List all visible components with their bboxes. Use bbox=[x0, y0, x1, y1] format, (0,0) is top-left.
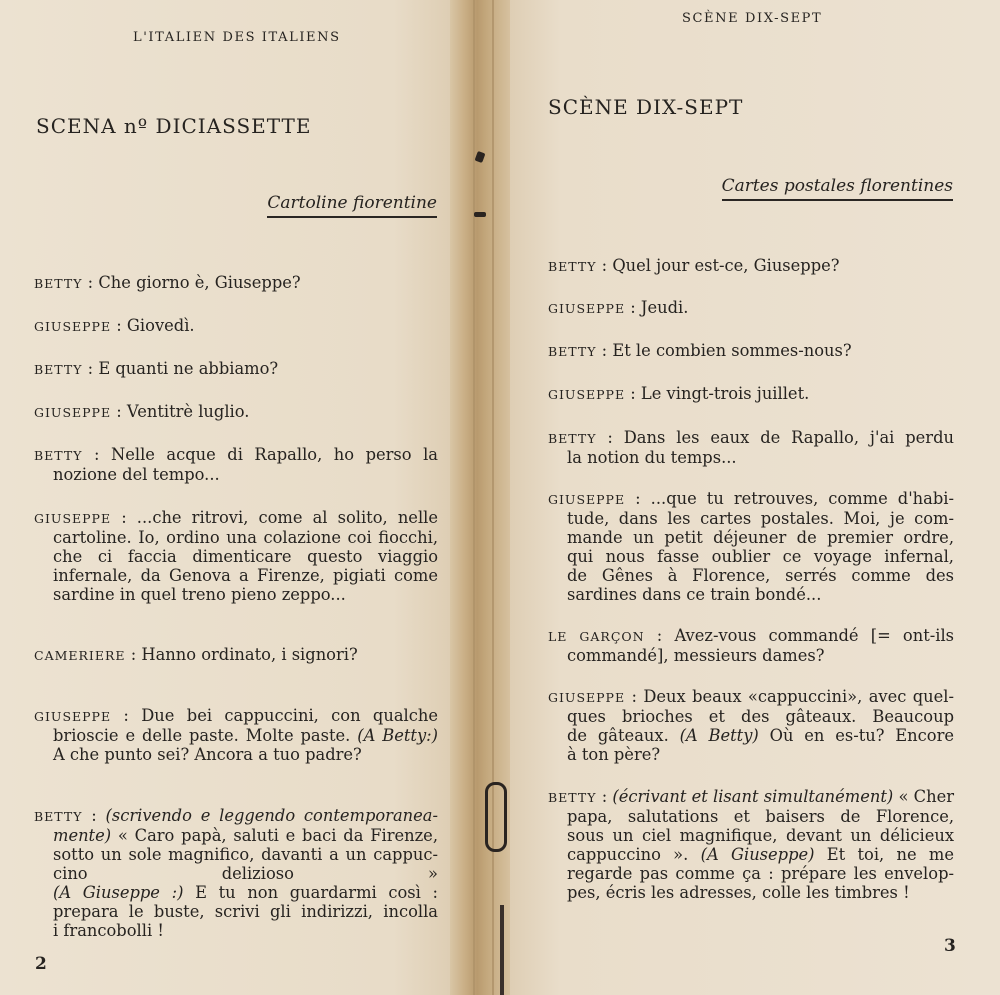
line-text: : Ventitrè luglio. bbox=[111, 402, 250, 421]
line-text: : Quel jour est-ce, Giuseppe? bbox=[596, 256, 840, 275]
speech-turn bbox=[34, 645, 438, 665]
speaker-name: BETTY bbox=[34, 809, 83, 824]
line-text: « Cher bbox=[893, 787, 954, 806]
line-text: infernale, da Genova a Firenze, pigiati come bbox=[53, 566, 438, 585]
line-text: : Le vingt-trois juillet. bbox=[625, 384, 810, 403]
line-text: la notion du temps... bbox=[567, 448, 737, 467]
speech-turn bbox=[34, 273, 438, 293]
text-line bbox=[34, 528, 438, 547]
text-line bbox=[34, 706, 438, 726]
text-line bbox=[548, 807, 954, 826]
text-line bbox=[34, 645, 438, 665]
line-text: sous un ciel magnifique, devant un délicieux bbox=[567, 826, 954, 845]
speaker-name: BETTY bbox=[34, 362, 83, 377]
line-text: brioscie e delle paste. Molte paste. bbox=[53, 726, 358, 745]
line-text: i francobolli ! bbox=[53, 921, 164, 940]
line-text: sotto un sole magnifico, davanti a un cappuc- bbox=[53, 845, 438, 864]
line-text: : Deux beaux «cappuccini», avec quel- bbox=[625, 687, 954, 706]
line-text: : E quanti ne abbiamo? bbox=[82, 359, 279, 378]
speaker-name: BETTY bbox=[548, 259, 597, 274]
text-line bbox=[548, 646, 954, 665]
line-text: mande un petit déjeuner de premier ordre, bbox=[567, 528, 954, 547]
text-line bbox=[548, 384, 954, 404]
speech-turn bbox=[548, 298, 954, 318]
binding-wire bbox=[500, 905, 504, 995]
speaker-name: BETTY bbox=[548, 344, 597, 359]
speaker-name: GIUSEPPE bbox=[34, 405, 112, 420]
binding-clip bbox=[485, 782, 507, 852]
line-text: cappuccino ». bbox=[567, 845, 701, 864]
line-text: : Due bei cappuccini, con qualche bbox=[111, 706, 438, 725]
line-text: papa, salutations et baisers de Florence, bbox=[567, 807, 954, 826]
text-line bbox=[548, 489, 954, 509]
text-line bbox=[548, 256, 954, 276]
speech-turn bbox=[548, 626, 954, 665]
left-scene-title: SCENA nº DICIASSETTE bbox=[36, 114, 312, 138]
line-text: : Nelle acque di Rapallo, ho perso la bbox=[82, 445, 438, 464]
speaker-name: BETTY bbox=[34, 448, 83, 463]
text-line bbox=[548, 687, 954, 707]
text-line bbox=[34, 826, 438, 845]
stage-direction: (écrivant et lisant simultanément) bbox=[612, 787, 894, 806]
line-text: cartoline. Io, ordino una colazione coi fiocchi, bbox=[53, 528, 438, 547]
text-line bbox=[34, 726, 438, 745]
speech-turn bbox=[34, 706, 438, 764]
line-text: : ...que tu retrouves, comme d'habi- bbox=[625, 489, 954, 508]
line-text: Et toi, ne me bbox=[814, 845, 954, 864]
line-text: : Avez-vous commandé [= ont-ils bbox=[644, 626, 955, 645]
text-line bbox=[548, 341, 954, 361]
text-line bbox=[34, 745, 438, 764]
line-text: de Gênes à Florence, serrés comme des bbox=[567, 566, 954, 585]
staple-mark bbox=[474, 212, 486, 217]
line-text: sardines dans ce train bondé... bbox=[567, 585, 822, 604]
text-line bbox=[34, 845, 438, 864]
text-line bbox=[548, 585, 954, 604]
line-text: Où en es-tu? Encore bbox=[758, 726, 954, 745]
text-line bbox=[548, 428, 954, 448]
text-line bbox=[548, 528, 954, 547]
text-line bbox=[34, 445, 438, 465]
text-line bbox=[34, 316, 438, 336]
text-line bbox=[34, 402, 438, 422]
line-text: ques brioches et des gâteaux. Beaucoup bbox=[567, 707, 954, 726]
line-text: che ci faccia dimenticare questo viaggio bbox=[53, 547, 438, 566]
text-line bbox=[548, 509, 954, 528]
speaker-name: LE GARÇON bbox=[548, 629, 645, 644]
left-subtitle: Cartoline fiorentine bbox=[267, 193, 437, 218]
line-text: regarde pas comme ça : prépare les envelop- bbox=[567, 864, 954, 883]
text-line bbox=[548, 883, 954, 902]
text-line bbox=[34, 547, 438, 566]
line-text: commandé], messieurs dames? bbox=[567, 646, 825, 665]
text-line bbox=[34, 883, 438, 902]
speech-turn bbox=[548, 341, 954, 361]
stage-direction: mente) bbox=[53, 826, 112, 845]
line-text: : Dans les eaux de Rapallo, j'ai perdu bbox=[596, 428, 954, 447]
line-text: prepara le buste, scrivi gli indirizzi, incolla bbox=[53, 902, 438, 921]
stage-direction: (A Betty:) bbox=[357, 726, 439, 745]
line-text: à ton père? bbox=[567, 745, 661, 764]
speaker-name: GIUSEPPE bbox=[548, 387, 626, 402]
speech-turn bbox=[548, 384, 954, 404]
speaker-name: BETTY bbox=[548, 431, 597, 446]
text-line bbox=[34, 508, 438, 528]
text-line bbox=[548, 626, 954, 646]
stage-direction: (A Giuseppe :) bbox=[53, 883, 184, 902]
speech-turn bbox=[34, 359, 438, 379]
speech-turn bbox=[34, 508, 438, 604]
speaker-name: GIUSEPPE bbox=[548, 301, 626, 316]
text-line bbox=[548, 845, 954, 864]
stage-direction: (A Giuseppe) bbox=[700, 845, 815, 864]
speaker-name: GIUSEPPE bbox=[34, 319, 112, 334]
speech-turn bbox=[34, 316, 438, 336]
speaker-name: BETTY bbox=[548, 790, 597, 805]
line-text: : Hanno ordinato, i signori? bbox=[125, 645, 358, 664]
line-text: sardine in quel treno pieno zeppo... bbox=[53, 585, 346, 604]
line-text: pes, écris les adresses, colle les timbres ! bbox=[567, 883, 910, 902]
line-text: tude, dans les cartes postales. Moi, je com- bbox=[567, 509, 954, 528]
speaker-name: GIUSEPPE bbox=[34, 511, 112, 526]
speech-turn bbox=[548, 489, 954, 604]
text-line bbox=[548, 298, 954, 318]
speaker-name: GIUSEPPE bbox=[548, 690, 626, 705]
left-dialogue bbox=[34, 0, 438, 995]
speaker-name: GIUSEPPE bbox=[34, 709, 112, 724]
right-subtitle: Cartes postales florentines bbox=[722, 176, 953, 201]
text-line bbox=[548, 726, 954, 745]
line-text: : Jeudi. bbox=[625, 298, 689, 317]
line-text: cino delizioso » bbox=[53, 864, 438, 883]
right-dialogue bbox=[548, 0, 954, 995]
text-line bbox=[548, 547, 954, 566]
speech-turn bbox=[548, 428, 954, 467]
line-text: : bbox=[82, 806, 106, 825]
stage-direction: (A Betty) bbox=[679, 726, 759, 745]
text-line bbox=[548, 448, 954, 467]
speech-turn bbox=[34, 402, 438, 422]
line-text: : Che giorno è, Giuseppe? bbox=[82, 273, 301, 292]
text-line bbox=[548, 745, 954, 764]
speech-turn bbox=[548, 256, 954, 276]
text-line bbox=[548, 864, 954, 883]
speech-turn bbox=[548, 787, 954, 902]
text-line bbox=[548, 787, 954, 807]
line-text: : ...che ritrovi, come al solito, nelle bbox=[111, 508, 438, 527]
line-text: nozione del tempo... bbox=[53, 465, 220, 484]
line-text: qui nous fasse oublier ce voyage infernal, bbox=[567, 547, 954, 566]
gutter-crease bbox=[473, 0, 475, 995]
left-page-number: 2 bbox=[35, 954, 47, 974]
stage-direction: (scrivendo e leggendo contemporanea- bbox=[105, 806, 438, 825]
line-text: : bbox=[596, 787, 613, 806]
left-running-head: L'ITALIEN DES ITALIENS bbox=[133, 30, 341, 45]
text-line bbox=[34, 566, 438, 585]
text-line bbox=[34, 806, 438, 826]
speech-turn bbox=[34, 445, 438, 484]
line-text: « Caro papà, saluti e baci da Firenze, bbox=[111, 826, 438, 845]
speech-turn bbox=[548, 687, 954, 764]
speaker-name: GIUSEPPE bbox=[548, 492, 626, 507]
text-line bbox=[34, 921, 438, 940]
right-scene-title: SCÈNE DIX-SEPT bbox=[548, 95, 744, 119]
line-text: : Giovedì. bbox=[111, 316, 195, 335]
speech-turn bbox=[34, 806, 438, 940]
text-line bbox=[548, 826, 954, 845]
speaker-name: CAMERIERE bbox=[34, 648, 126, 663]
line-text: : Et le combien sommes-nous? bbox=[596, 341, 852, 360]
right-running-head: SCÈNE DIX-SEPT bbox=[682, 11, 823, 26]
text-line bbox=[34, 465, 438, 484]
line-text: E tu non guardarmi così : bbox=[183, 883, 438, 902]
text-line bbox=[34, 359, 438, 379]
text-line bbox=[34, 585, 438, 604]
line-text: A che punto sei? Ancora a tuo padre? bbox=[53, 745, 362, 764]
line-text: de gâteaux. bbox=[567, 726, 680, 745]
speaker-name: BETTY bbox=[34, 276, 83, 291]
text-line bbox=[34, 273, 438, 293]
text-line bbox=[548, 707, 954, 726]
text-line bbox=[548, 566, 954, 585]
right-page-number: 3 bbox=[944, 936, 956, 956]
text-line bbox=[34, 902, 438, 921]
text-line bbox=[34, 864, 438, 883]
